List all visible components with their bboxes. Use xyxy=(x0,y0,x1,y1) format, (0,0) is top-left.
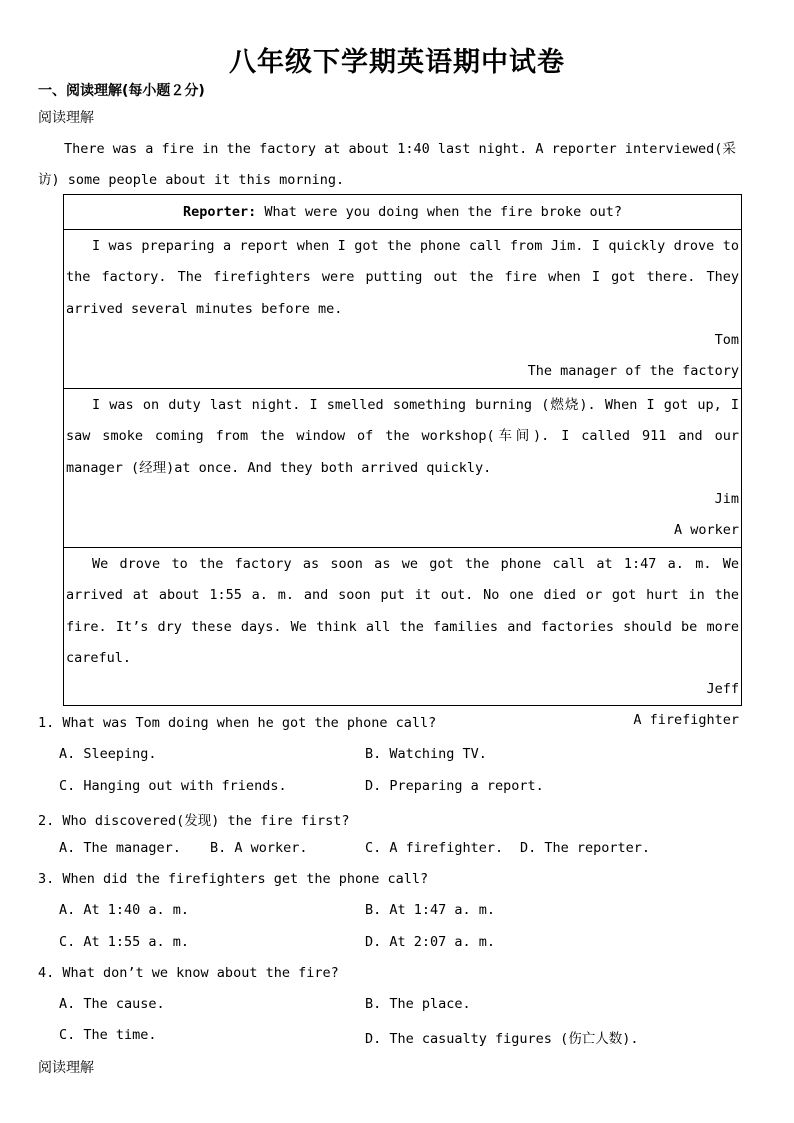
q1-option-c[interactable]: C. Hanging out with friends. xyxy=(59,778,287,794)
entry-role: A firefighter xyxy=(633,712,739,729)
q2-option-a[interactable]: A. The manager. xyxy=(59,840,181,856)
q4-option-c[interactable]: C. The time. xyxy=(59,1027,157,1043)
entry-role: A worker xyxy=(673,522,739,539)
q3-option-d[interactable]: D. At 2:07 a. m. xyxy=(365,934,496,950)
q4-option-b[interactable]: B. The place. xyxy=(365,996,471,1012)
entry-name: Jeff xyxy=(706,681,739,698)
subsection-label: 阅读理解 xyxy=(38,110,94,126)
q3-option-a[interactable]: A. At 1:40 a. m. xyxy=(59,902,190,918)
reporter-label: Reporter: xyxy=(183,204,257,220)
entry-name: Jim xyxy=(714,490,739,507)
footer-label: 阅读理解 xyxy=(38,1060,94,1076)
page-title: 八年级下学期英语期中试卷 xyxy=(229,47,565,78)
entry-text: I was preparing a report when I got the phone call from Jim. I quickly drove to the factory. The firefighters were putting out the fire when I got there. They arrived several minutes before me. xyxy=(66,238,739,317)
intro-paragraph: There was a fire in the factory at about 1:40 last night. A reporter interviewed(采访) some people about it this morning. xyxy=(38,141,736,188)
entry-name: Tom xyxy=(714,331,739,348)
q2-option-b[interactable]: B. A worker. xyxy=(210,840,308,856)
entry-tom xyxy=(64,230,741,389)
q1-option-d[interactable]: D. Preparing a report. xyxy=(365,778,544,794)
question-2: 2. Who discovered(发现) the fire first? xyxy=(38,813,350,829)
section-heading: 一、阅读理解(每小题２分) xyxy=(38,83,205,99)
q1-option-a[interactable]: A. Sleeping. xyxy=(59,746,157,762)
entry-text: I was on duty last night. I smelled something burning (燃烧). When I got up, I saw smoke coming from the window of the workshop(车间). I called 911 and our manager (经理)at once. And they both arrived quickly. xyxy=(66,397,739,476)
entry-role: The manager of the factory xyxy=(527,363,739,380)
question-1: 1. What was Tom doing when he got the phone call? xyxy=(38,715,437,731)
entry-text: We drove to the factory as soon as we got the phone call at 1:47 a. m. We arrived at about 1:55 a. m. and soon put it out. No one died or got hurt in the fire. It’s dry these days. We think all the families and factories should be more careful. xyxy=(66,556,739,666)
q1-option-b[interactable]: B. Watching TV. xyxy=(365,746,487,762)
q3-option-c[interactable]: C. At 1:55 a. m. xyxy=(59,934,190,950)
question-4: 4. What don’t we know about the fire? xyxy=(38,965,339,981)
q4-option-d[interactable]: D. The casualty figures (伤亡人数). xyxy=(365,1031,639,1047)
entry-jim xyxy=(64,389,741,548)
q3-option-b[interactable]: B. At 1:47 a. m. xyxy=(365,902,496,918)
question-3: 3. When did the firefighters get the phone call? xyxy=(38,871,429,887)
reporter-question-row xyxy=(64,195,741,230)
q2-option-c[interactable]: C. A firefighter. xyxy=(365,840,504,856)
reporter-question: What were you doing when the fire broke out? xyxy=(256,204,622,220)
q4-option-a[interactable]: A. The cause. xyxy=(59,996,165,1012)
q2-option-d[interactable]: D. The reporter. xyxy=(520,840,651,856)
